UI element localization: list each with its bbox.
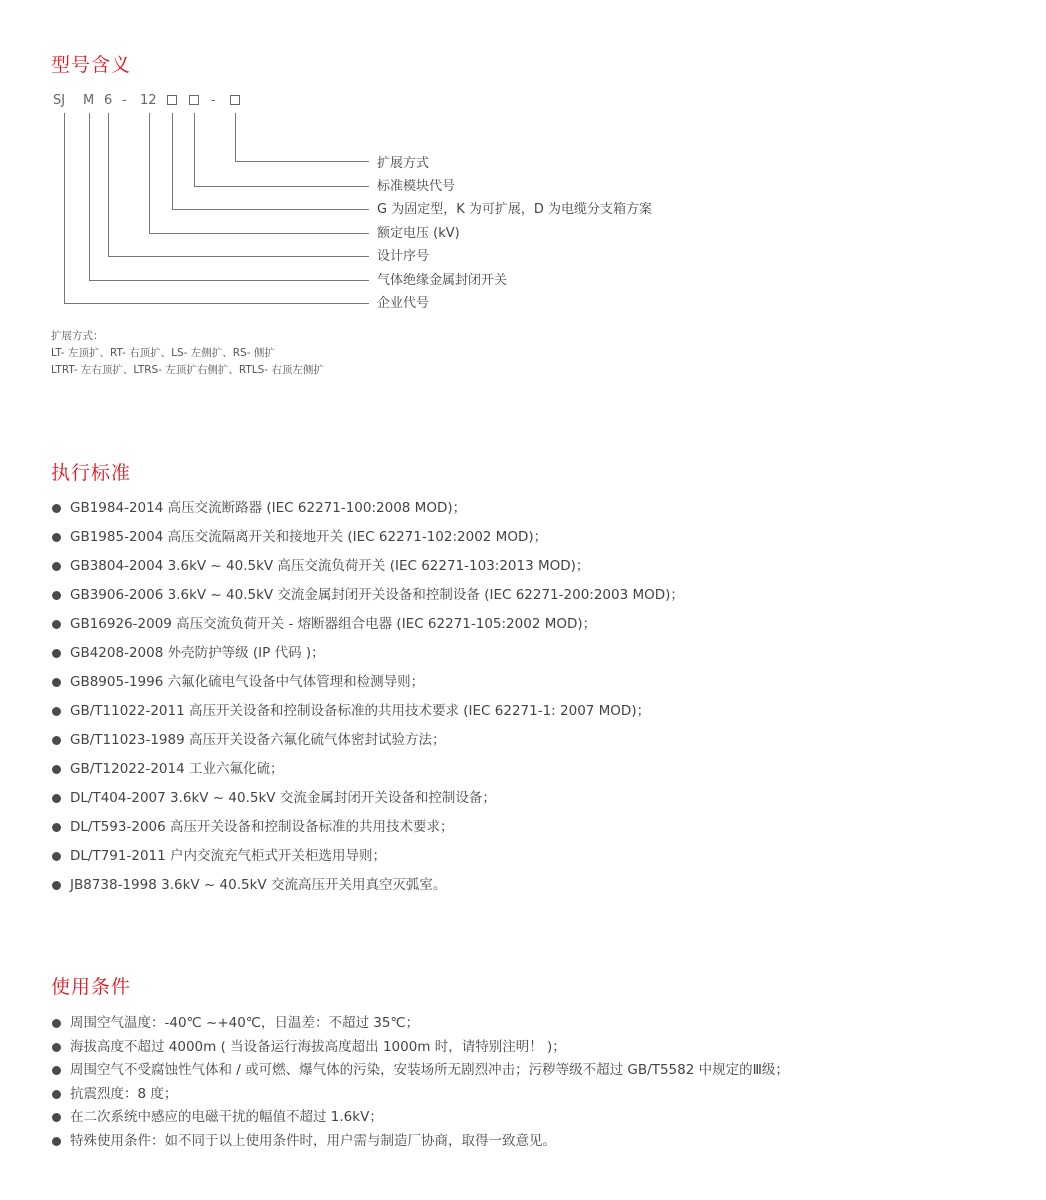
- bullet-icon: [52, 533, 61, 542]
- leader-module: [194, 186, 369, 187]
- section-title-conditions: 使用条件: [51, 976, 132, 998]
- code-box-module: [189, 95, 199, 105]
- section-title-model-meaning: 型号含义: [51, 54, 132, 76]
- bullet-icon: [52, 1019, 61, 1028]
- bullet-icon: [52, 765, 61, 774]
- standard-text: JB8738-1998 3.6kV ~ 40.5kV 交流高压开关用真空灭弧室。: [70, 877, 447, 893]
- connector-design: [108, 113, 109, 256]
- legend-company: 企业代号: [377, 296, 430, 311]
- connector-company: [64, 113, 65, 303]
- legend-module: 标准模块代号: [377, 179, 456, 194]
- connector-gis: [89, 113, 90, 280]
- bullet-icon: [52, 1066, 61, 1075]
- condition-text: 特殊使用条件：如不同于以上使用条件时，用户需与制造厂协商，取得一致意见。: [70, 1132, 556, 1149]
- code-box-type: [167, 95, 177, 105]
- connector-type: [172, 113, 173, 209]
- list-item: [52, 644, 684, 673]
- connector-voltage: [149, 113, 150, 233]
- conditions-list: [52, 1014, 789, 1156]
- standard-text: GB/T11022-2011 高压开关设备和控制设备标准的共用技术要求 (IEC 62271-1: 2007 MOD)；: [70, 703, 651, 719]
- bullet-icon: [52, 1113, 61, 1122]
- bullet-icon: [52, 1043, 61, 1052]
- list-item: [52, 789, 684, 818]
- standard-text: GB16926-2009 高压交流负荷开关 - 熔断器组合电器 (IEC 62271-105:2002 MOD)；: [70, 616, 597, 632]
- bullet-icon: [52, 620, 61, 629]
- list-item: [52, 586, 684, 615]
- code-part-dash-2: -: [211, 93, 216, 108]
- bullet-icon: [52, 852, 61, 861]
- list-item: [52, 1108, 789, 1132]
- list-item: [52, 557, 684, 586]
- leader-voltage: [149, 233, 369, 234]
- list-item: [52, 1038, 789, 1062]
- bullet-icon: [52, 881, 61, 890]
- standard-text: GB4208-2008 外壳防护等级 (IP 代码 )；: [70, 645, 325, 661]
- condition-text: 周围空气不受腐蚀性气体和 / 或可燃、爆气体的污染，安装场所无剧烈冲击；污秽等级不超过 GB/T5582 中规定的Ⅲ级；: [70, 1062, 789, 1079]
- condition-text: 在二次系统中感应的电磁干扰的幅值不超过 1.6kV；: [70, 1109, 383, 1126]
- list-item: [52, 615, 684, 644]
- list-item: [52, 1061, 789, 1085]
- leader-type: [172, 209, 369, 210]
- code-part-sj: SJ: [53, 93, 66, 108]
- bullet-icon: [52, 504, 61, 513]
- legend-design: 设计序号: [377, 249, 430, 264]
- bullet-icon: [52, 562, 61, 571]
- leader-company: [64, 303, 369, 304]
- condition-text: 周围空气温度：-40℃ ~+40℃，日温差：不超过 35℃；: [70, 1015, 420, 1031]
- list-item: [52, 731, 684, 760]
- connector-module: [194, 113, 195, 186]
- bullet-icon: [52, 649, 61, 658]
- list-item: [52, 1085, 789, 1109]
- code-part-12: 12: [140, 93, 157, 108]
- code-part-m: M: [83, 93, 95, 108]
- bullet-icon: [52, 707, 61, 716]
- extension-note-heading: 扩展方式：: [51, 330, 104, 342]
- bullet-icon: [52, 1090, 61, 1099]
- standard-text: DL/T404-2007 3.6kV ~ 40.5kV 交流金属封闭开关设备和控制设备；: [70, 790, 496, 806]
- leader-extension: [235, 161, 369, 162]
- bullet-icon: [52, 678, 61, 687]
- list-item: [52, 499, 684, 528]
- list-item: [52, 847, 684, 876]
- standard-text: GB1984-2014 高压交流断路器 (IEC 62271-100:2008 MOD)；: [70, 500, 467, 516]
- leader-gis: [89, 280, 369, 281]
- bullet-icon: [52, 591, 61, 600]
- bullet-icon: [52, 736, 61, 745]
- condition-text: 海拔高度不超过 4000m ( 当设备运行海拔高度超出 1000m 时，请特别注明！ )；: [70, 1038, 566, 1055]
- list-item: [52, 1014, 789, 1038]
- condition-text: 抗震烈度：8 度；: [70, 1085, 178, 1102]
- list-item: [52, 818, 684, 847]
- standard-text: GB1985-2004 高压交流隔离开关和接地开关 (IEC 62271-102:2002 MOD)；: [70, 529, 548, 545]
- section-title-standards: 执行标准: [51, 462, 132, 484]
- extension-note-line-1: LT- 左顶扩、RT- 右顶扩、LS- 左侧扩、RS- 侧扩: [51, 347, 275, 359]
- standard-text: GB/T11023-1989 高压开关设备六氟化硫气体密封试验方法；: [70, 732, 446, 748]
- list-item: [52, 876, 684, 905]
- bullet-icon: [52, 794, 61, 803]
- standard-text: GB3906-2006 3.6kV ~ 40.5kV 交流金属封闭开关设备和控制设备 (IEC 62271-200:2003 MOD)；: [70, 587, 684, 603]
- leader-design: [108, 256, 369, 257]
- standard-text: GB3804-2004 3.6kV ~ 40.5kV 高压交流负荷开关 (IEC 62271-103:2013 MOD)；: [70, 558, 590, 574]
- extension-note-line-2: LTRT- 左右顶扩、LTRS- 左顶扩右侧扩、RTLS- 右顶左侧扩: [51, 364, 324, 376]
- standards-list: [52, 499, 684, 905]
- code-part-6: 6: [104, 93, 113, 108]
- legend-extension: 扩展方式: [377, 156, 430, 171]
- standard-text: GB8905-1996 六氟化硫电气设备中气体管理和检测导则；: [70, 674, 425, 690]
- list-item: [52, 702, 684, 731]
- standard-text: DL/T593-2006 高压开关设备和控制设备标准的共用技术要求；: [70, 819, 454, 835]
- connector-extension: [235, 113, 236, 161]
- legend-type: G 为固定型，K 为可扩展，D 为电缆分支箱方案: [377, 202, 653, 217]
- bullet-icon: [52, 1137, 61, 1146]
- list-item: [52, 760, 684, 789]
- code-part-dash-1: -: [122, 93, 127, 108]
- list-item: [52, 673, 684, 702]
- code-box-extension: [230, 95, 240, 105]
- list-item: [52, 528, 684, 557]
- legend-voltage: 额定电压 (kV): [377, 226, 460, 241]
- list-item: [52, 1132, 789, 1156]
- standard-text: DL/T791-2011 户内交流充气柜式开关柜选用导则；: [70, 848, 386, 864]
- standard-text: GB/T12022-2014 工业六氟化硫；: [70, 761, 284, 777]
- bullet-icon: [52, 823, 61, 832]
- legend-gis: 气体绝缘金属封闭开关: [377, 273, 508, 288]
